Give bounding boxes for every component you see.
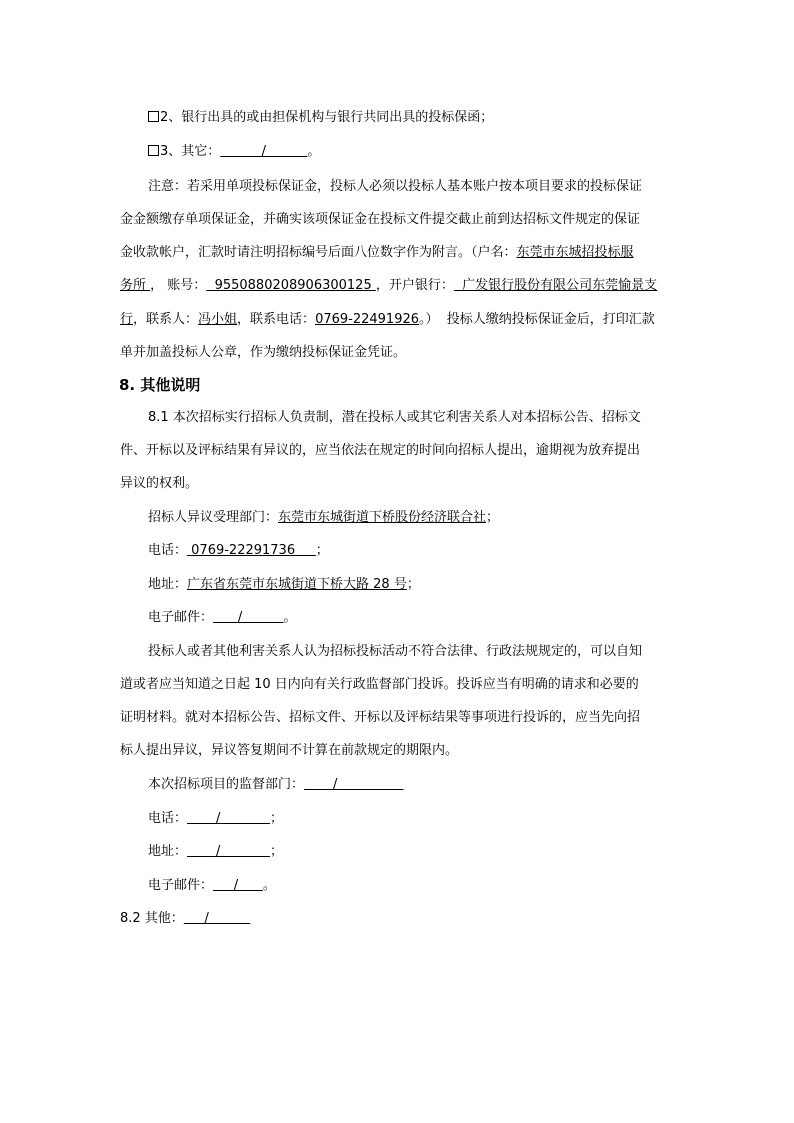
objection-email <box>148 608 708 628</box>
field-value: / <box>237 610 243 625</box>
supervise-email <box>148 876 708 896</box>
account-name: 东莞市东城招投标服 <box>516 245 634 260</box>
field-value: 0769-22291736 <box>191 543 296 558</box>
field-label: 地址： <box>148 844 188 859</box>
option-other <box>148 142 708 162</box>
field-label: 电子邮件： <box>148 878 214 893</box>
checkbox-icon[interactable] <box>148 145 159 156</box>
notice-line-2: 金金额缴存单项保证金，并确实该项保证金在投标文件提交截止前到达招标文件规定的保证 <box>120 212 641 227</box>
bank-label: ，开户银行： <box>375 278 454 293</box>
contact-label: ，联系人： <box>133 312 199 327</box>
field-value: / <box>332 777 338 792</box>
option-other-value: / <box>261 144 266 159</box>
account-number: 9550880208906300125 <box>214 278 372 293</box>
option-text: 2、银行出具的或由担保机构与银行共同出具的投标保函； <box>160 110 494 125</box>
field-value: / <box>215 844 221 859</box>
phone-number: 0769-22491926 <box>315 312 420 327</box>
complaint-line-3: 证明材料。就对本招标公告、招标文件、开标以及评标结果等事项进行投诉的，应当先向招 <box>120 710 641 725</box>
notice-line-3 <box>120 243 680 263</box>
para-8-1-line-1: 8.1 本次招标实行招标人负责制，潜在投标人或其它利害关系人对本招标公告、招标文 <box>148 410 641 425</box>
field-value: / <box>215 811 221 826</box>
notice-text: 。） 投标人缴纳投标保证金后，打印汇款 <box>419 312 655 327</box>
punct: 。 <box>283 610 297 625</box>
field-label: 8.2 其他： <box>120 911 184 926</box>
punct: ； <box>486 510 500 525</box>
supervise-address <box>148 842 708 862</box>
field-label: 招标人异议受理部门： <box>148 510 279 525</box>
field-value: / <box>204 911 209 926</box>
contact-name: 冯小姐 <box>198 312 238 327</box>
complaint-line-1: 投标人或者其他利害关系人认为招标投标活动不符合法律、行政法规规定的，可以自知 <box>148 644 643 659</box>
notice-line-6: 单并加盖投标人公章，作为缴纳投标保证金凭证。 <box>120 345 407 360</box>
notice-line-5 <box>120 310 680 330</box>
supervise-tel <box>148 809 708 829</box>
notice-line-1: 注意：若采用单项投标保证金，投标人必须以投标人基本账户按本项目要求的投标保证 <box>148 179 643 194</box>
punct: ； <box>269 811 283 826</box>
punct: 。 <box>307 144 321 159</box>
option-label: 3、其它： <box>160 144 221 159</box>
field-value: 广东省东莞市东城街道下桥大路 28 号 <box>187 577 407 592</box>
notice-line-4 <box>120 276 680 296</box>
para-8-1-line-3: 异议的权利。 <box>120 476 199 491</box>
field-label: 电话： <box>148 811 188 826</box>
field-label: 电话： <box>148 543 188 558</box>
field-value: / <box>233 878 239 893</box>
punct: ； <box>315 543 329 558</box>
field-label: 电子邮件： <box>148 610 214 625</box>
objection-dept <box>148 508 708 528</box>
field-label: 地址： <box>148 577 188 592</box>
account-label: ， 账号： <box>150 278 207 293</box>
para-8-2 <box>120 909 680 929</box>
punct: ； <box>269 844 283 859</box>
section-heading: 8. 其他说明 <box>119 376 201 394</box>
account-name-cont: 务所 <box>120 278 147 293</box>
punct: 。 <box>262 878 276 893</box>
supervise-dept <box>148 775 708 795</box>
field-value: 东莞市东城街道下桥股份经济联合社 <box>278 510 487 525</box>
para-8-1-line-2: 件、开标以及评标结果有异议的，应当依法在规定的时间向招标人提出，逾期视为放弃提出 <box>120 443 641 458</box>
option-bank-guarantee <box>148 108 708 128</box>
bank-name: 广发银行股份有限公司东莞愉景支 <box>462 278 658 293</box>
phone-label: ，联系电话： <box>237 312 316 327</box>
checkbox-icon[interactable] <box>148 111 159 122</box>
objection-address <box>148 575 708 595</box>
complaint-line-2: 道或者应当知道之日起 10 日内向有关行政监督部门投诉。投诉应当有明确的请求和必要的 <box>120 677 639 692</box>
field-label: 本次招标项目的监督部门： <box>148 777 305 792</box>
complaint-line-4: 标人提出异议，异议答复期间不计算在前款规定的期限内。 <box>120 743 459 758</box>
bank-name-cont: 行 <box>120 312 134 327</box>
punct: ； <box>406 577 420 592</box>
objection-tel <box>148 541 708 561</box>
notice-text: 金收款帐户，汇款时请注明招标编号后面八位数字作为附言。（户名： <box>120 245 517 260</box>
